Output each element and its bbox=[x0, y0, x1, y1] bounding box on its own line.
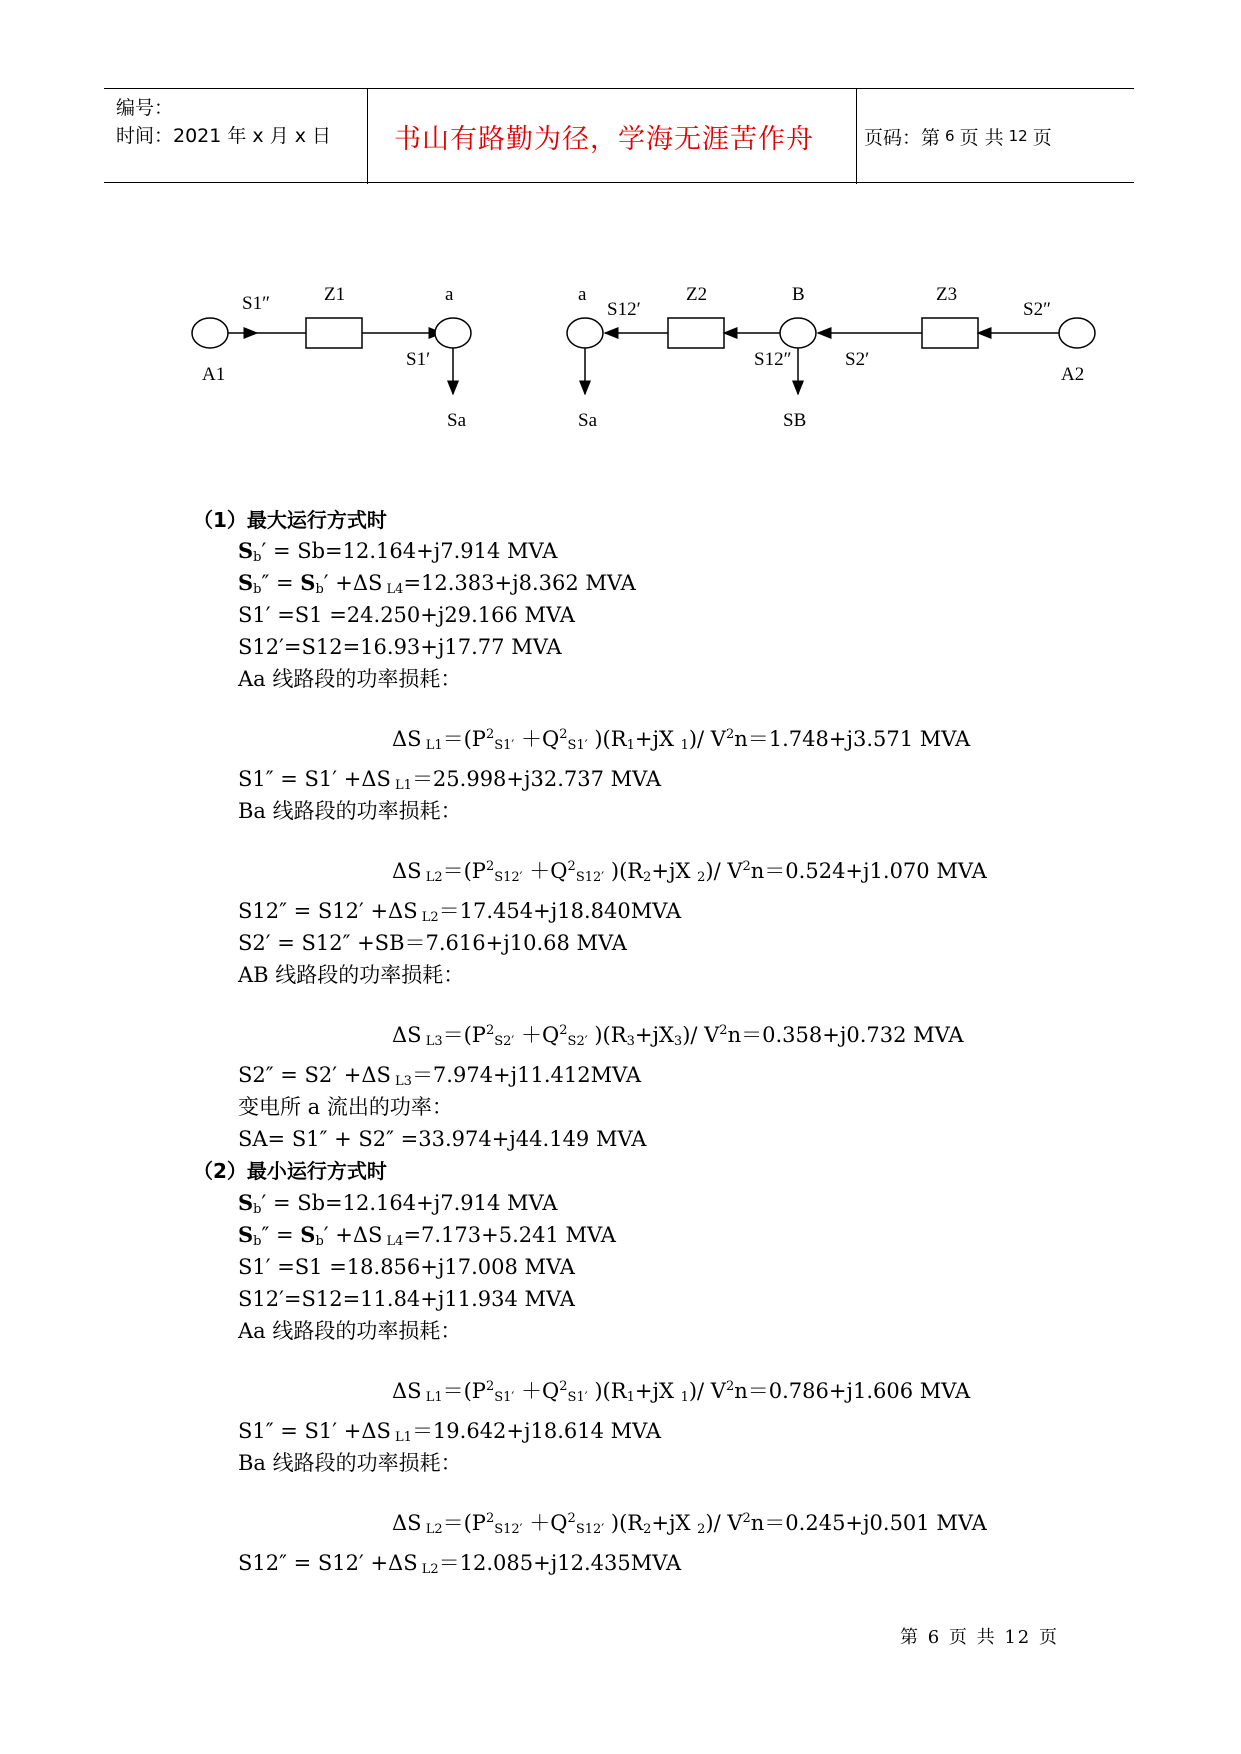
node-a-right bbox=[567, 318, 603, 348]
label-sa-left: Sa bbox=[447, 410, 466, 431]
section-title: （2）最小运行方式时 bbox=[193, 1159, 387, 1183]
page-suffix: 页 bbox=[1032, 126, 1052, 149]
text-line: Aa 线路段的功率损耗： bbox=[238, 667, 462, 691]
page-header bbox=[104, 88, 1134, 184]
label-a2: A2 bbox=[1061, 364, 1085, 385]
formula-line: ΔS $_{L3}=(P^2_{S2'} +Q^2_{S2'}$ )$(R_3+jX_3)/$ $V^2n=0.358+j0.732$ MVA bbox=[392, 1023, 964, 1049]
formula-line: S12′=S12=16.93+j17.77 MVA bbox=[238, 635, 562, 659]
label-a-right: a bbox=[578, 284, 587, 305]
text-line: Aa 线路段的功率损耗： bbox=[238, 1319, 462, 1343]
node-a1 bbox=[192, 318, 228, 348]
formula-line: SA= S1″ + S2″ =33.974+j44.149 MVA bbox=[238, 1127, 647, 1151]
header-divider bbox=[856, 88, 857, 184]
node-b bbox=[780, 318, 816, 348]
label-z1: Z1 bbox=[324, 284, 346, 305]
formula-line: ΔS $_{L1}=(P^2_{S1'} +Q^2_{S1'}$ )($R_1+jX$ $_1$)/ $V^2n=1.748+j3.571$ MVA bbox=[392, 727, 971, 753]
page-mid: 页 共 bbox=[959, 126, 1004, 149]
formula-line: S12″ = S12′ +ΔS $_{L2}$＝12.085+j12.435MVA bbox=[238, 1551, 682, 1577]
header-info bbox=[116, 94, 331, 150]
label-s2p: S2′ bbox=[845, 349, 870, 370]
serial-label: 编号： bbox=[116, 97, 174, 119]
formula-line: $S_b'' = S_b' +\Delta S$ $_{L4}$=12.383+j8.362 MVA bbox=[238, 570, 636, 597]
impedance-z3 bbox=[922, 318, 978, 348]
label-s12pp: S12″ bbox=[754, 349, 792, 370]
formula-line: S12′=S12=11.84+j11.934 MVA bbox=[238, 1287, 575, 1311]
text-line: 变电所 a 流出的功率： bbox=[238, 1095, 453, 1119]
formula-line: $S_b' = Sb=12.164+j7.914$ MVA bbox=[238, 538, 558, 565]
page-prefix: 页码：第 bbox=[864, 126, 941, 149]
formula-line: ΔS $_{L2}=(P^2_{S12'} +Q^2_{S12'}$ )($R_2+jX$ $_2$)/ $V^2n=0.245+j0.501$ MVA bbox=[392, 1511, 987, 1537]
section-title: （1）最大运行方式时 bbox=[193, 508, 387, 532]
page-total: 12 bbox=[1008, 127, 1028, 145]
formula-line: S1″ = S1′ +ΔS $_{L1}$＝25.998+j32.737 MVA bbox=[238, 767, 662, 793]
header-motto: 书山有路勤为径，学海无涯苦作舟 bbox=[394, 123, 814, 155]
label-s12p: S12′ bbox=[607, 299, 641, 320]
formula-line: S1′ =S1 =24.250+j29.166 MVA bbox=[238, 603, 575, 627]
formula-line: ΔS $_{L1}=(P^2_{S1'} +Q^2_{S1'}$ )($R_1+jX$ $_1$)/ $V^2n=0.786+j1.606$ MVA bbox=[392, 1379, 971, 1405]
label-z3: Z3 bbox=[936, 284, 958, 305]
label-sb: SB bbox=[783, 410, 807, 431]
label-s1p: S1′ bbox=[406, 349, 431, 370]
label-s2pp: S2″ bbox=[1023, 299, 1051, 320]
time-label: 时间：2021 年 x 月 x 日 bbox=[116, 125, 332, 147]
formula-line: ΔS $_{L2}=(P^2_{S12'} +Q^2_{S12'}$ )($R_2+jX$ $_2$)/ $V^2n=0.524+j1.070$ MVA bbox=[392, 859, 987, 885]
node-a2 bbox=[1059, 318, 1095, 348]
text-line: Ba 线路段的功率损耗： bbox=[238, 1451, 462, 1475]
label-a1: A1 bbox=[202, 364, 226, 385]
impedance-z1 bbox=[306, 318, 362, 348]
header-page-info bbox=[864, 88, 1052, 184]
label-s1pp: S1″ bbox=[242, 293, 270, 314]
label-sa-right: Sa bbox=[578, 410, 597, 431]
label-z2: Z2 bbox=[686, 284, 708, 305]
node-a bbox=[435, 318, 471, 348]
formula-line: S1″ = S1′ +ΔS $_{L1}$＝19.642+j18.614 MVA bbox=[238, 1419, 662, 1445]
formula-line: $S_b' = Sb=12.164+j7.914$ MVA bbox=[238, 1190, 558, 1217]
text-line: Ba 线路段的功率损耗： bbox=[238, 799, 462, 823]
formula-line: $S_b'' = S_b' +\Delta S$ $_{L4}$=7.173+5.241 MVA bbox=[238, 1222, 616, 1249]
formula-line: S2″ = S2′ +ΔS $_{L3}$＝7.974+j11.412MVA bbox=[238, 1063, 642, 1089]
label-a-left: a bbox=[445, 284, 454, 305]
formula-line: S12″ = S12′ +ΔS $_{L2}$＝17.454+j18.840MVA bbox=[238, 899, 682, 925]
text-line: AB 线路段的功率损耗： bbox=[238, 963, 465, 987]
page-footer: 第 6 页 共 12 页 bbox=[900, 1627, 1059, 1648]
network-diagram bbox=[180, 270, 1140, 445]
label-b: B bbox=[792, 284, 805, 305]
formula-line: S1′ =S1 =18.856+j17.008 MVA bbox=[238, 1255, 575, 1279]
page-number: 6 bbox=[945, 127, 955, 145]
impedance-z2 bbox=[668, 318, 724, 348]
network-diagram-svg bbox=[180, 270, 1140, 445]
formula-line: S2′ = S12″ +SB＝7.616+j10.68 MVA bbox=[238, 931, 627, 955]
